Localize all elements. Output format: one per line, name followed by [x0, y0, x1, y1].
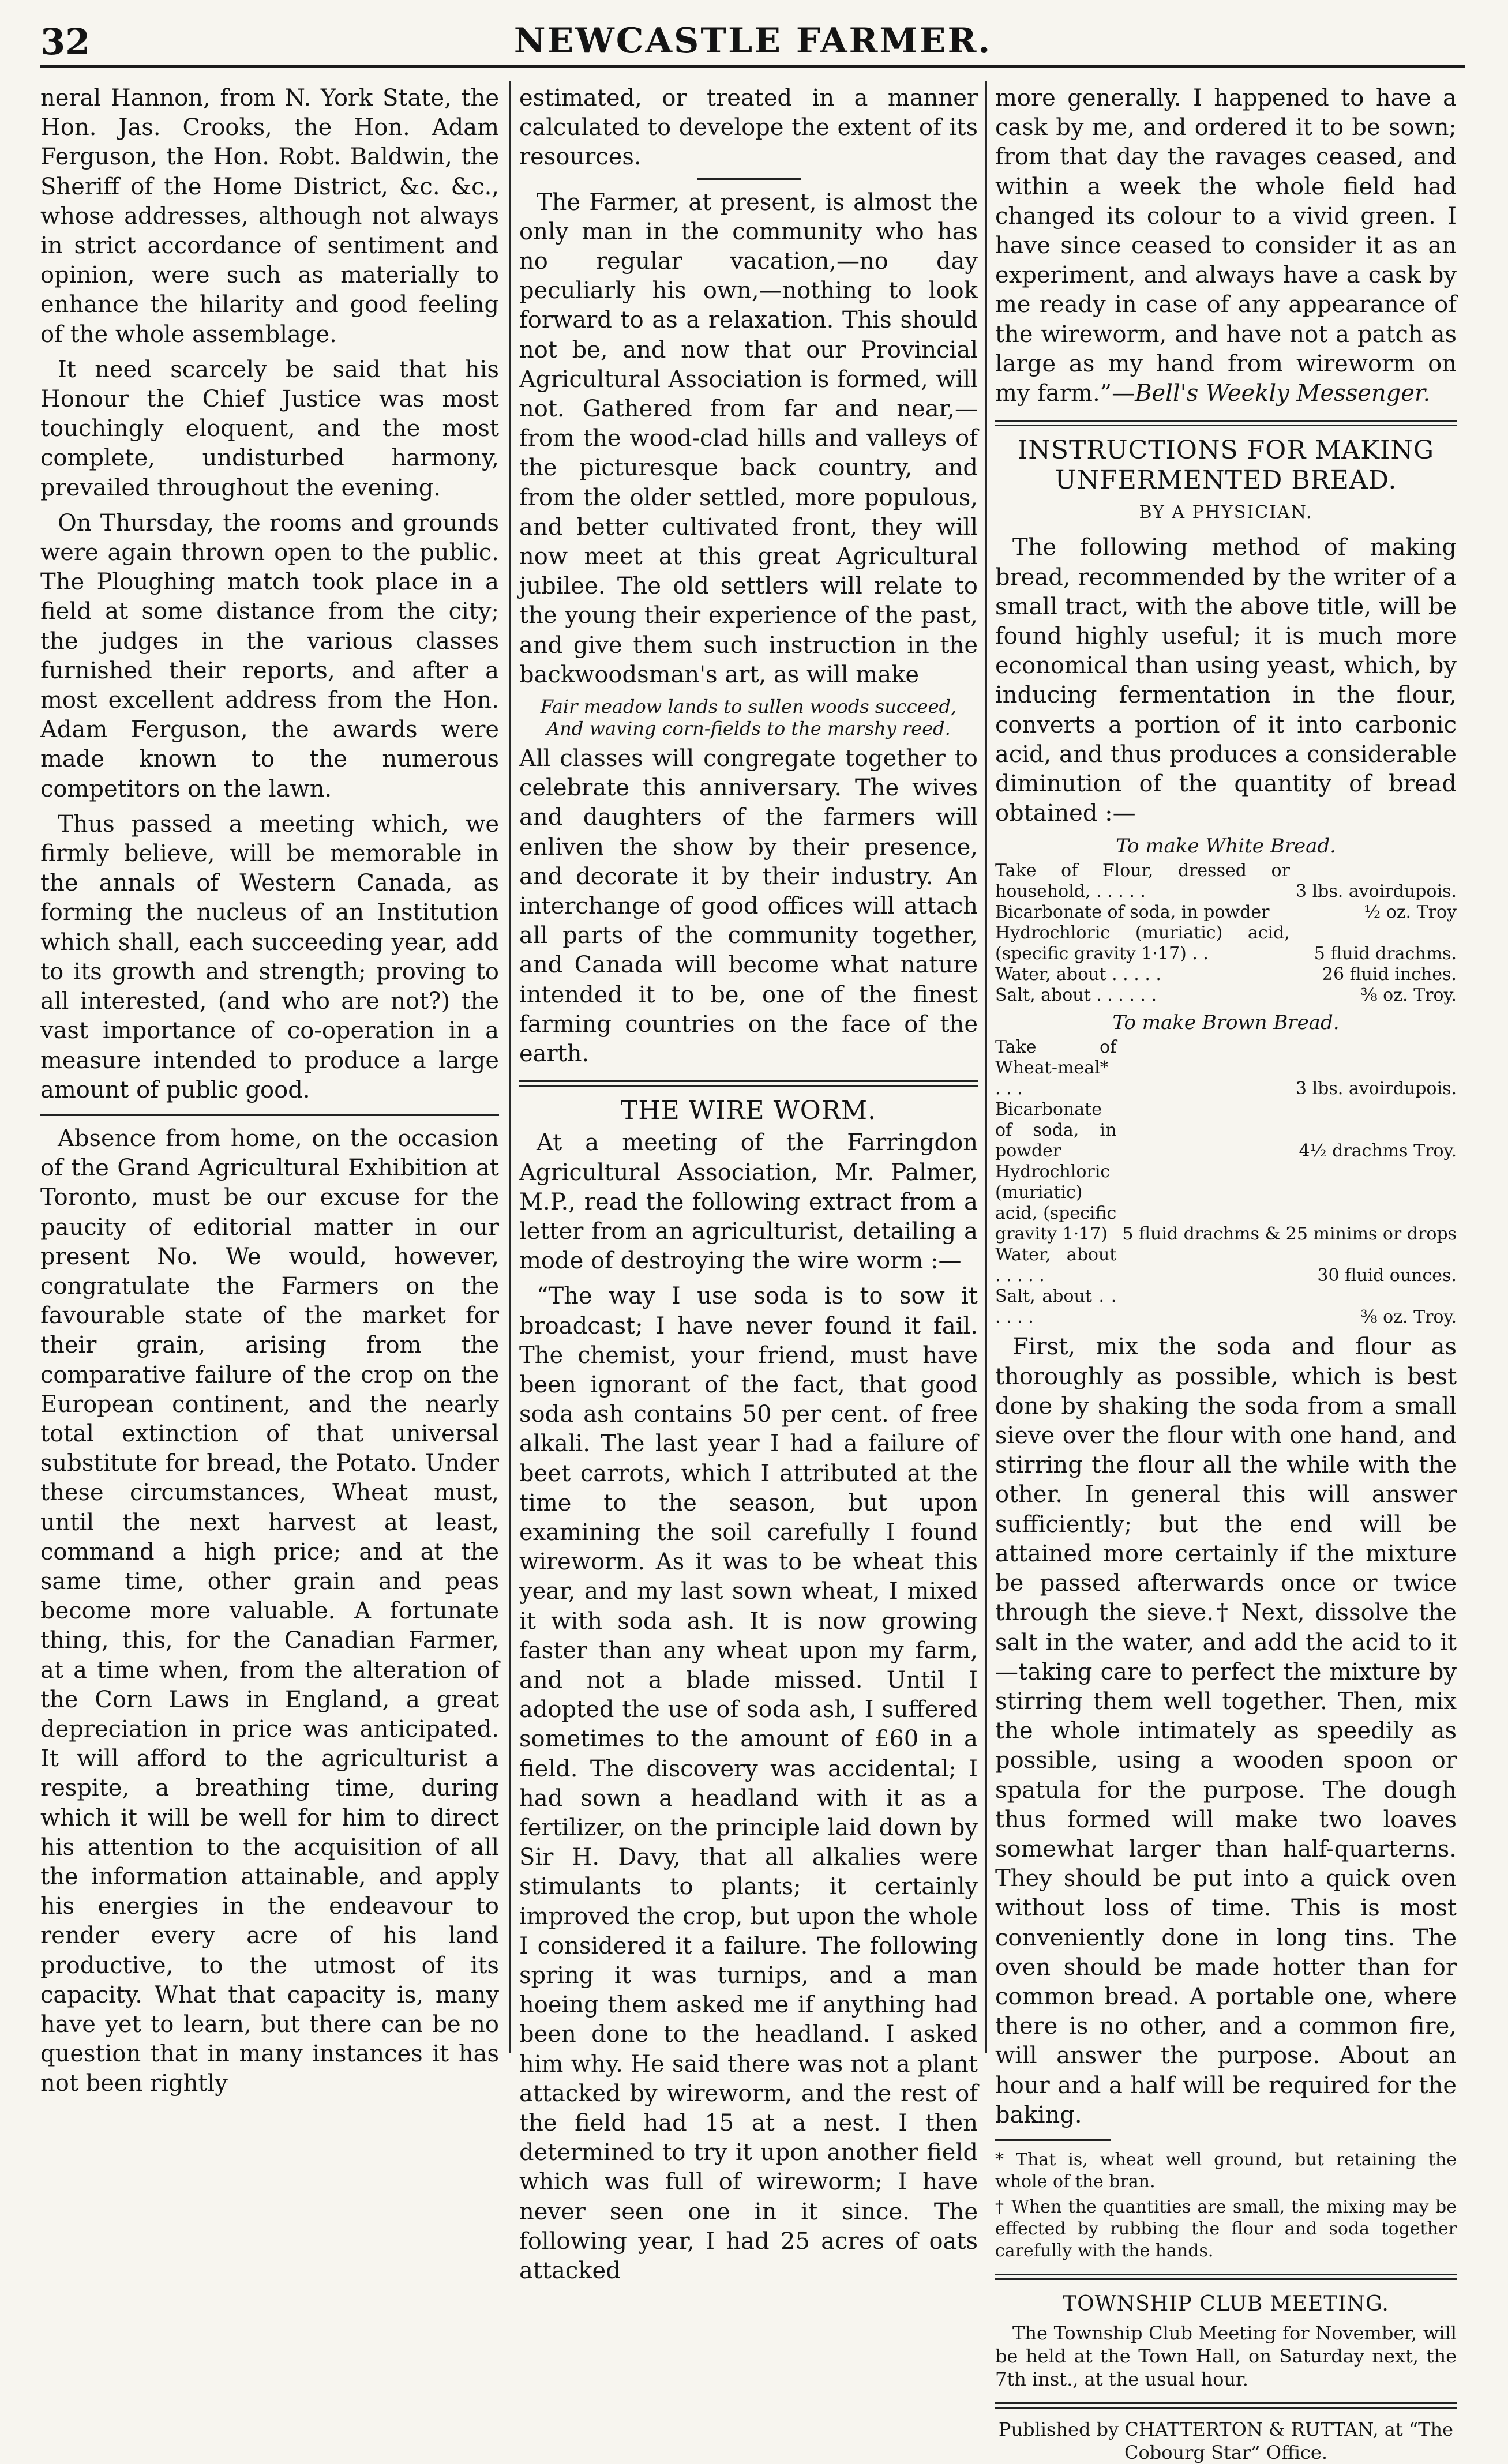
paragraph: First, mix the soda and flour as thoroughly as possible, which is best done by shaking the soda from a small sieve over the flour with one hand, and stirring the flour all the while with the other. In general this will answer sufficiently; but the end will be attained more certainly if the mixture be passed afterwards once or twice through the sieve.† Next, dissolve the salt in the water, and add the acid to it—taking care to perfect the mixture by stirring them well together. Then, mix the whole intimately as speedily as possible, using a wooden spoon or spatula for the purpose. The dough thus formed will make two loaves somewhat larger than half-quarterns. They should be put into a quick oven without loss of time. This is most conveniently done in long tins. The oven should be made hotter than for common bread. A portable one, where there is no other, and a common fire, will answer the purpose. About an hour and a half will be required for the baking.: [995, 1334, 1457, 2128]
footnote-rule: [995, 2139, 1111, 2141]
footnote: † When the quantities are small, the mixing may be effected by rubbing the flour and soda together carefully with the hands.: [995, 2196, 1457, 2261]
recipe-qty: 4½ drachms Troy.: [1299, 1141, 1457, 1162]
page-number: 32: [40, 21, 91, 63]
recipe-row: [995, 861, 1457, 902]
recipe-item: Salt, about . . . . . .: [995, 1286, 1117, 1328]
recipe-row: [995, 1245, 1457, 1286]
recipe-title: To make Brown Bread.: [1112, 1011, 1340, 1035]
byline: BY A PHYSICIAN.: [1139, 502, 1313, 523]
footnote: * That is, wheat well ground, but retaining the whole of the bran.: [995, 2149, 1457, 2192]
recipe-table-brown: [995, 1037, 1457, 1328]
paragraph: It need scarcely be said that his Honour the Chief Justice was most touchingly eloquent, and the most complete, undisturbed harmony, prevailed throughout the evening.: [40, 356, 499, 501]
column-divider: [985, 81, 987, 2053]
section-rule: [995, 2402, 1457, 2409]
recipe-qty: 5 fluid drachms & 25 minims or drops: [1122, 1224, 1457, 1245]
article-title: THE WIRE WORM.: [620, 1096, 877, 1126]
recipe-row: [995, 985, 1457, 1006]
recipe-item: Water, about . . . . .: [995, 1245, 1117, 1286]
editorial-paragraph: Absence from home, on the occasion of the Grand Agricultural Exhibition at Toronto, must be our excuse for the paucity of editorial matter in our present No. We would, however, congratulate the Farmers on the favourable state of the market for their grain, arising from the comparative failure of the crop on the European continent, and the nearly total extinction of that universal substitute for bread, the Potato. Under these circumstances, Wheat must, until the next harvest at least, command a high price; and at the same time, other grain and peas become more valuable. A fortunate thing, this, for the Canadian Farmer, at a time when, from the alteration of the Corn Laws in England, a great depreciation in price was anticipated. It will afford to the agriculturist a respite, a breathing time, during which it will be well for him to direct his attention to the acquisition of all the information attainable, and apply his energies in the endeavour to render every acre of his land productive, to the utmost of its capacity. What that capacity is, many have yet to learn, but there can be no question that in many instances it has not been rightly: [40, 1125, 499, 2097]
verse-line: Fair meadow lands to sullen woods succeed,: [540, 696, 957, 718]
notice-text: The Township Club Meeting for November, will be held at the Town Hall, on Saturday next, the 7th inst., at the usual hour.: [995, 2322, 1457, 2390]
publisher-imprint: Published by CHATTERTON & RUTTAN, at “The Cobourg Star” Office.: [998, 2418, 1454, 2463]
recipe-row: [995, 1286, 1457, 1328]
recipe-item: Take of Flour, dressed or household, . . . . .: [995, 861, 1290, 902]
notice-title: TOWNSHIP CLUB MEETING.: [1063, 2292, 1389, 2316]
paragraph: All classes will congregate together to celebrate this anniversary. The wives and daughters of the farmers will enliven the show by their presence, and decorate it by their industry. An interchange of good offices will attach all parts of the community together, and Canada will become what nature intended it to be, one of the finest farming countries on the face of the earth.: [519, 745, 978, 1068]
recipe-qty: 3 lbs. avoirdupois.: [1295, 881, 1457, 902]
recipe-qty: ⅜ oz. Troy.: [1360, 985, 1457, 1006]
recipe-qty: ⅜ oz. Troy.: [1360, 1307, 1457, 1328]
recipe-item: Hydrochloric (muriatic) acid, (specific gravity 1·17) . .: [995, 923, 1290, 964]
paragraph: neral Hannon, from N. York State, the Hon. Jas. Crooks, the Hon. Adam Ferguson, the Hon. Robt. Baldwin, the Sheriff of the Home District, &c. &c., whose addresses, although not always in strict accordance of sentiment and opinion, were such as materially to enhance the hilarity and good feeling of the whole assemblage.: [40, 85, 499, 348]
paragraph: [995, 84, 1457, 408]
recipe-qty: 30 fluid ounces.: [1317, 1265, 1457, 1286]
recipe-row: [995, 964, 1457, 985]
recipe-item: Water, about . . . . .: [995, 964, 1161, 985]
paragraph: Thus passed a meeting which, we firmly believe, will be memorable in the annals of Western Canada, as forming the nucleus of an Institution which shall, each succeeding year, add to its growth and strength; proving to all interested, (and who are not?) the vast importance of co-operation in a measure intended to produce a large amount of public good.: [40, 810, 499, 1103]
recipe-table-white: [995, 861, 1457, 1006]
recipe-qty: 3 lbs. avoirdupois.: [1295, 1079, 1457, 1099]
paragraph: “The way I use soda is to sow it broadcast; I have never found it fail. The chemist, your friend, must have been ignorant of the fact, that good soda ash contains 50 per cent. of free alkali. The last year I had a failure of beet carrots, which I attributed at the time to the season, but upon examining the soil carefully I found wireworm. As it was to be wheat this year, and my last sown wheat, I mixed it with soda ash. It is now growing faster than any wheat upon my farm, and not a blade missed. Until I adopted the use of soda ash, I suffered sometimes to the amount of £60 in a field. The discovery was accidental; I had sown a headland with it as a fertilizer, on the principle laid down by Sir H. Davy, that all alkalies were stimulants to plants; it certainly improved the crop, but upon the whole I considered it a failure. The following spring it was turnips, and a man hoeing them asked me if anything had been done to the headland. I asked him why. He said there was not a plant attacked by wireworm, and the rest of the field had 15 at a nest. I then determined to try it upon another field which was full of wireworm; I have never seen one in it since. The following year, I had 25 acres of oats attacked: [519, 1283, 978, 2285]
source-signature: Bell's Weekly Messenger.: [1135, 380, 1431, 407]
recipe-row: [995, 1099, 1457, 1162]
column-3: [995, 84, 1457, 2463]
paragraph: The Farmer, at present, is almost the only man in the community who has no regular vacation,—no day peculiarly his own,—nothing to look forward to as a relaxation. This should not be, and now that our Provincial Agricultural Association is formed, will not. Gathered from far and near,—from the wood-clad hills and valleys of the picturesque back country, and from the older settled, more populous, and better cultivated front, they will now meet at this great Agricultural jubilee. The old settlers will relate to the young their experience of the past, and give them such instruction in the backwoodsman's art, as will make: [519, 189, 978, 688]
section-rule: [40, 1114, 499, 1116]
page-header: [40, 18, 1465, 68]
recipe-item: Take of Wheat-meal* . . .: [995, 1037, 1117, 1099]
recipe-row: [995, 923, 1457, 964]
article-title: INSTRUCTIONS FOR MAKING UNFERMENTED BREAD.: [1017, 435, 1435, 495]
recipe-item: Salt, about . . . . . .: [995, 985, 1157, 1006]
short-rule: [697, 178, 801, 180]
recipe-title: To make White Bread.: [1116, 835, 1336, 858]
recipe-qty: 5 fluid drachms.: [1314, 944, 1457, 964]
recipe-item: Bicarbonate of soda, in powder: [995, 902, 1270, 923]
verse-line: And waving corn-fields to the marshy reed.: [546, 718, 951, 740]
column-divider: [509, 81, 511, 2053]
recipe-item: Hydrochloric (muriatic) acid, (specific gravity 1·17): [995, 1162, 1117, 1245]
recipe-row: [995, 902, 1457, 923]
paragraph: On Thursday, the rooms and grounds were again thrown open to the public. The Ploughing match took place in a field at some distance from the city; the judges in the various classes furnished their reports, and after a most excellent address from the Hon. Adam Ferguson, the awards were made known to the numerous competitors on the lawn.: [40, 509, 499, 802]
section-rule: [519, 1080, 978, 1087]
section-rule: [995, 2274, 1457, 2280]
column-2: [519, 84, 978, 2285]
paragraph: The following method of making bread, recommended by the writer of a small tract, with the above title, will be found highly useful; it is much more economical than using yeast, which, by inducing fermentation in the flour, converts a portion of it into carbonic acid, and thus produces a considerable diminution of the quantity of bread obtained :—: [995, 534, 1457, 827]
recipe-qty: 26 fluid inches.: [1322, 964, 1457, 985]
recipe-qty: ½ oz. Troy: [1364, 902, 1457, 923]
paragraph-text: more generally. I happened to have a cask by me, and ordered it to be sown; from that day the ravages ceased, and within a week the whole field had changed its colour to a vivid green. I have since ceased to consider it as an experiment, and always have a cask by me ready in case of any appearance of the wireworm, and have not a patch as large as my hand from wireworm on my farm.”—: [995, 85, 1457, 407]
recipe-row: [995, 1037, 1457, 1099]
recipe-item: Bicarbonate of soda, in powder: [995, 1099, 1117, 1162]
column-1: [40, 84, 499, 2097]
paragraph: At a meeting of the Farringdon Agricultural Association, Mr. Palmer, M.P., read the following extract from a letter from an agriculturist, detailing a mode of destroying the wire worm :—: [519, 1129, 978, 1275]
recipe-row: [995, 1162, 1457, 1245]
masthead-title: NEWCASTLE FARMER.: [513, 21, 992, 61]
paragraph: estimated, or treated in a manner calculated to develope the extent of its resources.: [519, 85, 978, 171]
section-rule: [995, 420, 1457, 426]
